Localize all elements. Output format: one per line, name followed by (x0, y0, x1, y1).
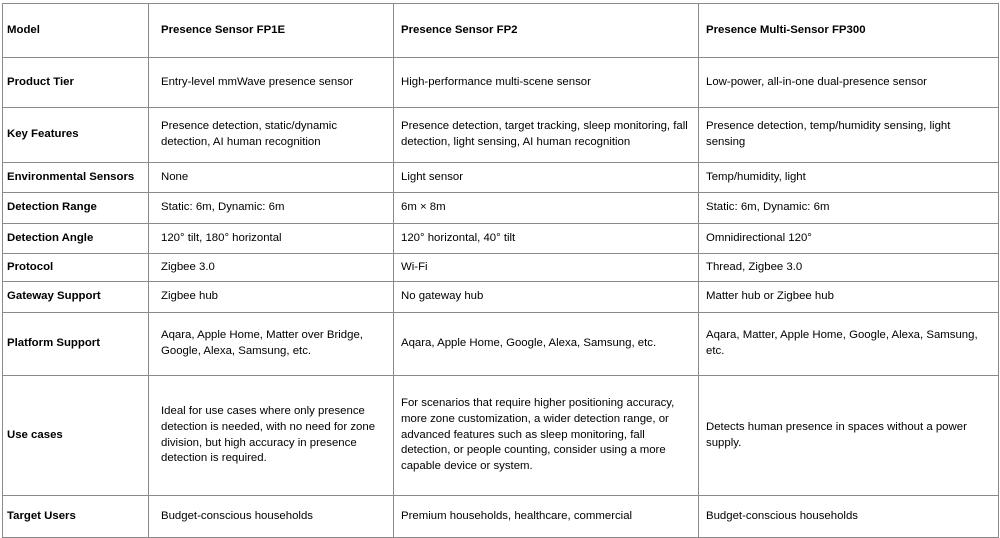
cell-fp2-gateway-support: No gateway hub (394, 282, 699, 313)
column-header-fp2: Presence Sensor FP2 (394, 4, 699, 58)
cell-fp1e-protocol: Zigbee 3.0 (149, 254, 394, 282)
cell-fp300-protocol: Thread, Zigbee 3.0 (699, 254, 999, 282)
cell-fp2-environmental-sensors: Light sensor (394, 163, 699, 193)
table-row (3, 496, 999, 538)
table-header-row (3, 4, 999, 58)
product-comparison-table (2, 3, 999, 538)
column-header-fp1e: Presence Sensor FP1E (149, 4, 394, 58)
table-row (3, 108, 999, 163)
column-header-fp300: Presence Multi-Sensor FP300 (699, 4, 999, 58)
row-label-use-cases: Use cases (3, 376, 149, 496)
cell-fp300-detection-angle: Omnidirectional 120° (699, 224, 999, 254)
cell-fp1e-product-tier: Entry-level mmWave presence sensor (149, 58, 394, 108)
cell-fp2-detection-range: 6m × 8m (394, 193, 699, 224)
row-label-key-features: Key Features (3, 108, 149, 163)
column-header-model: Model (3, 4, 149, 58)
cell-fp1e-detection-range: Static: 6m, Dynamic: 6m (149, 193, 394, 224)
cell-fp2-protocol: Wi-Fi (394, 254, 699, 282)
cell-fp300-use-cases: Detects human presence in spaces without a power supply. (699, 376, 999, 496)
cell-fp1e-gateway-support: Zigbee hub (149, 282, 394, 313)
cell-fp300-product-tier: Low-power, all-in-one dual-presence sensor (699, 58, 999, 108)
row-label-detection-range: Detection Range (3, 193, 149, 224)
row-label-protocol: Protocol (3, 254, 149, 282)
table-row (3, 313, 999, 376)
row-label-detection-angle: Detection Angle (3, 224, 149, 254)
row-label-product-tier: Product Tier (3, 58, 149, 108)
row-label-platform-support: Platform Support (3, 313, 149, 376)
cell-fp300-gateway-support: Matter hub or Zigbee hub (699, 282, 999, 313)
row-label-target-users: Target Users (3, 496, 149, 538)
cell-fp1e-use-cases: Ideal for use cases where only presence detection is needed, with no need for zone division, but high accuracy in presence detection is required. (149, 376, 394, 496)
row-label-environmental-sensors: Environmental Sensors (3, 163, 149, 193)
table-row (3, 58, 999, 108)
cell-fp2-product-tier: High-performance multi-scene sensor (394, 58, 699, 108)
cell-fp1e-key-features: Presence detection, static/dynamic detection, AI human recognition (149, 108, 394, 163)
table-row (3, 163, 999, 193)
cell-fp300-key-features: Presence detection, temp/humidity sensing, light sensing (699, 108, 999, 163)
cell-fp300-environmental-sensors: Temp/humidity, light (699, 163, 999, 193)
table-row (3, 376, 999, 496)
cell-fp300-platform-support: Aqara, Matter, Apple Home, Google, Alexa, Samsung, etc. (699, 313, 999, 376)
table-row (3, 193, 999, 224)
cell-fp1e-environmental-sensors: None (149, 163, 394, 193)
cell-fp2-use-cases: For scenarios that require higher positioning accuracy, more zone customization, a wider detection range, or advanced features such as sleep monitoring, fall detection, or people counting, consider using a more capable device or system. (394, 376, 699, 496)
cell-fp1e-platform-support: Aqara, Apple Home, Matter over Bridge, Google, Alexa, Samsung, etc. (149, 313, 394, 376)
table-row (3, 254, 999, 282)
cell-fp2-platform-support: Aqara, Apple Home, Google, Alexa, Samsung, etc. (394, 313, 699, 376)
cell-fp300-detection-range: Static: 6m, Dynamic: 6m (699, 193, 999, 224)
cell-fp1e-detection-angle: 120° tilt, 180° horizontal (149, 224, 394, 254)
cell-fp2-key-features: Presence detection, target tracking, sleep monitoring, fall detection, light sensing, AI human recognition (394, 108, 699, 163)
row-label-gateway-support: Gateway Support (3, 282, 149, 313)
cell-fp2-detection-angle: 120° horizontal, 40° tilt (394, 224, 699, 254)
cell-fp1e-target-users: Budget-conscious households (149, 496, 394, 538)
table-row (3, 282, 999, 313)
table-row (3, 224, 999, 254)
cell-fp300-target-users: Budget-conscious households (699, 496, 999, 538)
cell-fp2-target-users: Premium households, healthcare, commercial (394, 496, 699, 538)
